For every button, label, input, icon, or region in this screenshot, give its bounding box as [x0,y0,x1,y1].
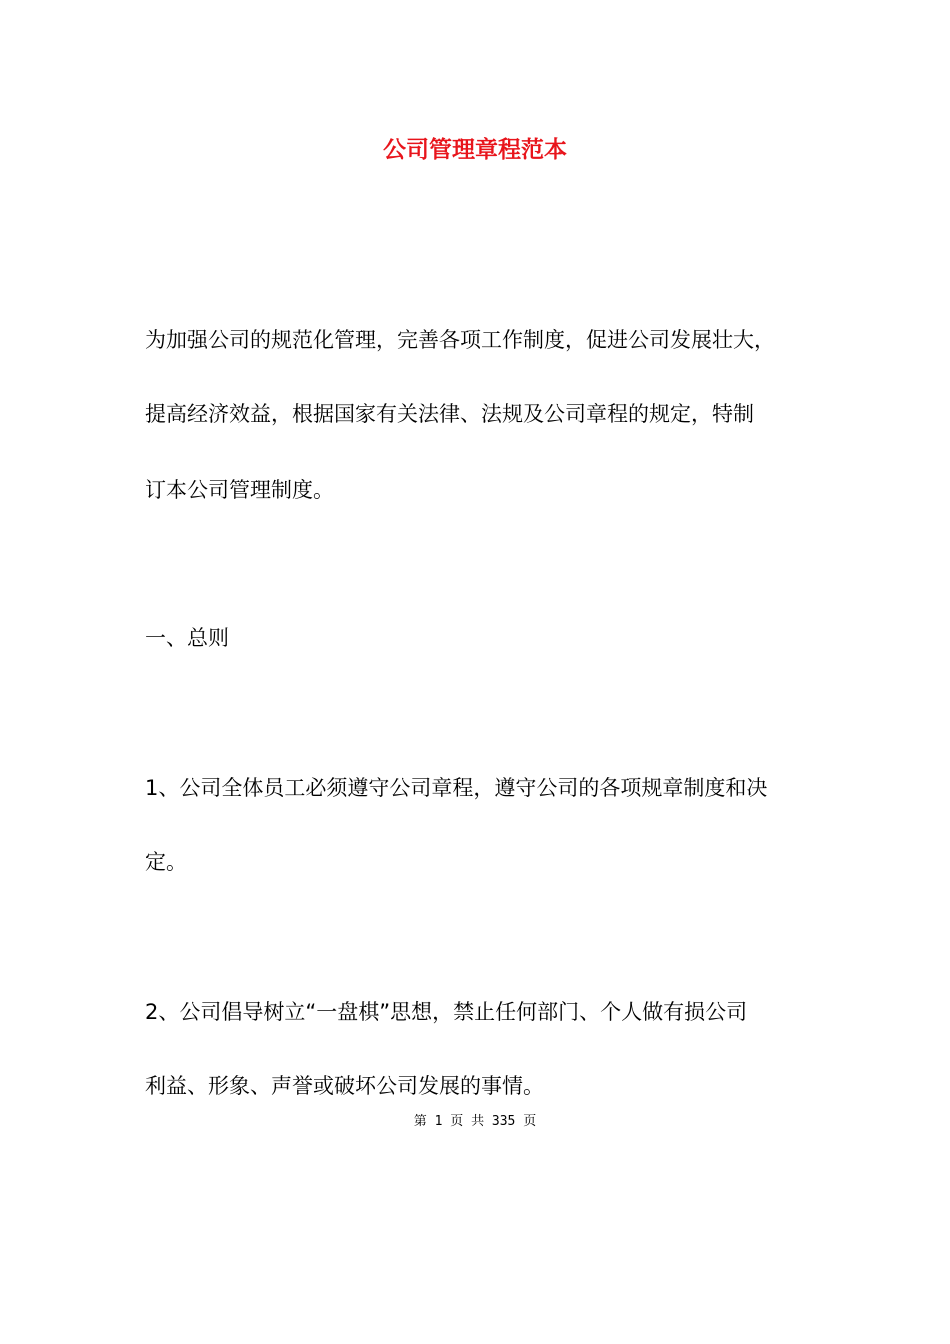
page-footer: 第 1 页 共 335 页 [413,1114,537,1129]
item2-line-2: 利益、形象、声誉或破坏公司发展的事情。 [145,1074,544,1098]
intro-line-1: 为加强公司的规范化管理，完善各项工作制度，促进公司发展壮大， [145,328,775,352]
item1-line-1: 1、公司全体员工必须遵守公司章程，遵守公司的各项规章制度和决 [145,776,768,800]
item1-line-2: 定。 [145,850,187,874]
document-title: 公司管理章程范本 [383,137,567,163]
section-heading: 一、总则 [145,626,229,650]
intro-line-2: 提高经济效益，根据国家有关法律、法规及公司章程的规定，特制 [145,402,754,426]
intro-line-3: 订本公司管理制度。 [145,478,334,502]
item2-line-1: 2、公司倡导树立“一盘棋”思想，禁止任何部门、个人做有损公司 [145,1000,748,1024]
